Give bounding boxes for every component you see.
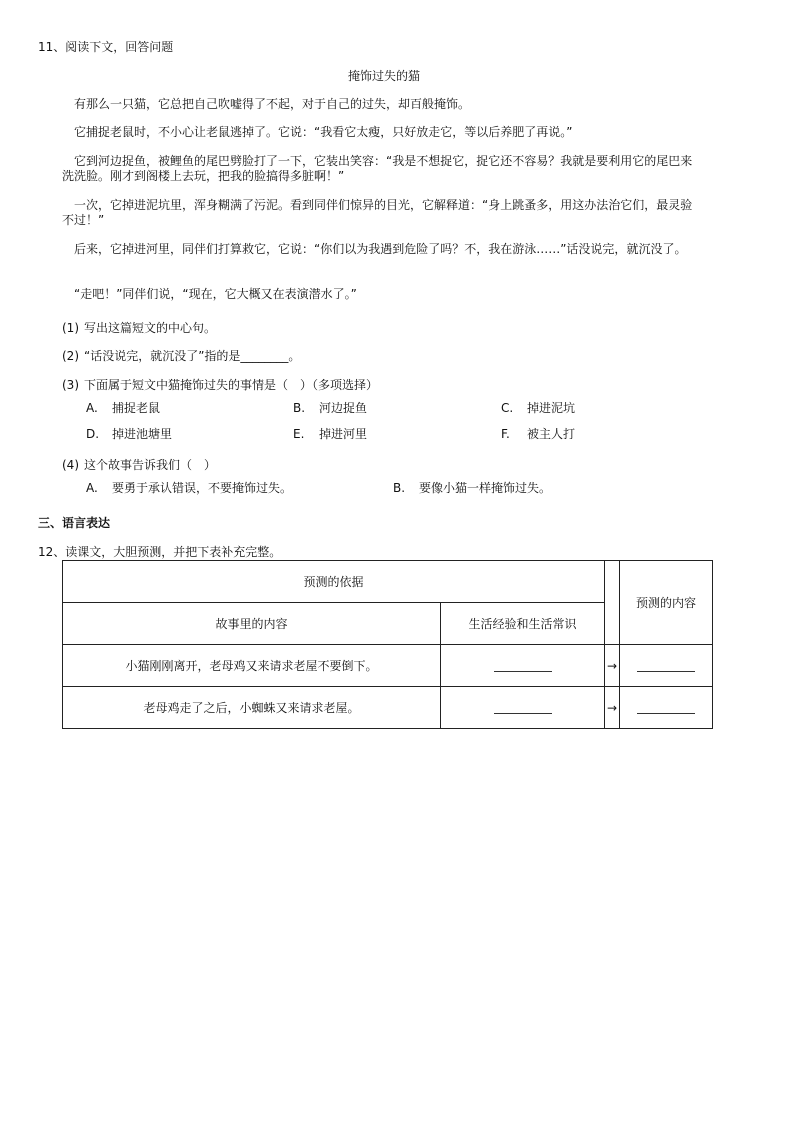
sub-question-text: 这个故事告诉我们（ ）: [84, 458, 217, 472]
option-b[interactable]: [293, 401, 367, 415]
section-heading: 三、语言表达: [38, 516, 111, 530]
option-text: 要像小猫一样掩饰过失。: [419, 481, 552, 495]
sub-question-number: (2): [62, 349, 79, 363]
sub-question-text: 写出这篇短文的中心句。: [84, 321, 217, 335]
story-cell: 小猫刚刚离开，老母鸡又来请求老屋不要倒下。: [63, 645, 441, 687]
option-letter: B.: [393, 481, 406, 495]
arrow: →: [605, 687, 620, 729]
answer-blank[interactable]: [637, 661, 695, 672]
option-letter: A.: [86, 401, 98, 415]
story-paragraph: 它到河边捉鱼，被鲤鱼的尾巴劈脸打了一下，它装出笑容：“我是不想捉它，捉它还不容易？我就是要利用它的尾巴来洗洗脸。刚才到阁楼上去玩，把我的脸搞得多脏啊！”: [62, 154, 693, 183]
option-letter: E.: [293, 427, 305, 441]
story-content-header: 故事里的内容: [63, 603, 441, 645]
sub-question-3: [62, 378, 378, 392]
option-a[interactable]: [86, 481, 292, 495]
option-letter: A.: [86, 481, 98, 495]
story-paragraph: 它捕捉老鼠时，不小心让老鼠逃掉了。它说：“我看它太瘦，只好放走它，等以后养肥了再说。”: [74, 125, 573, 139]
question-11-heading: 11、阅读下文，回答问题: [38, 40, 174, 54]
option-letter: D.: [86, 427, 100, 441]
story-title: 掩饰过失的猫: [348, 69, 421, 83]
option-c[interactable]: [501, 401, 575, 415]
sub-question-4: [62, 458, 216, 472]
option-letter: B.: [293, 401, 306, 415]
table-row: [63, 645, 713, 687]
option-text: 捕捉老鼠: [112, 401, 161, 415]
prediction-blank[interactable]: [620, 645, 713, 687]
option-a[interactable]: [86, 401, 160, 415]
sub-question-number: (3): [62, 378, 79, 392]
table-spacer: [605, 561, 620, 645]
option-d[interactable]: [86, 427, 172, 441]
option-e[interactable]: [293, 427, 367, 441]
prediction-blank[interactable]: [620, 687, 713, 729]
table-row: [63, 687, 713, 729]
option-text: 掉进池塘里: [112, 427, 173, 441]
prediction-table: [62, 560, 713, 729]
life-blank[interactable]: [441, 645, 605, 687]
story-cell: 老母鸡走了之后，小蜘蛛又来请求老屋。: [63, 687, 441, 729]
option-text: 要勇于承认错误，不要掩饰过失。: [112, 481, 293, 495]
answer-blank[interactable]: [637, 703, 695, 714]
content-header: 预测的内容: [620, 561, 713, 645]
sub-question-2: [62, 349, 300, 363]
sub-question-text: 下面属于短文中猫掩饰过失的事情是（ ）（多项选择）: [84, 378, 379, 392]
story-paragraph: 有那么一只猫，它总把自己吹嘘得了不起，对于自己的过失，却百般掩饰。: [74, 97, 471, 111]
sub-question-number: (4): [62, 458, 79, 472]
option-text: 被主人打: [527, 427, 576, 441]
question-12-heading: 12、读课文，大胆预测，并把下表补充完整。: [38, 545, 282, 559]
arrow: →: [605, 645, 620, 687]
basis-header: 预测的依据: [63, 561, 605, 603]
sub-question-number: (1): [62, 321, 79, 335]
option-text: 掉进河里: [319, 427, 368, 441]
option-text: 河边捉鱼: [319, 401, 368, 415]
answer-blank[interactable]: [494, 661, 552, 672]
story-paragraph: 一次，它掉进泥坑里，浑身糊满了污泥。看到同伴们惊异的目光，它解释道：“身上跳蚤多，用这办法治它们，最灵验不过！”: [62, 198, 693, 227]
life-experience-header: 生活经验和生活常识: [441, 603, 605, 645]
life-blank[interactable]: [441, 687, 605, 729]
option-letter: F.: [501, 427, 510, 441]
option-b[interactable]: [393, 481, 551, 495]
sub-question-1: [62, 321, 216, 335]
option-letter: C.: [501, 401, 514, 415]
story-paragraph: “走吧！”同伴们说，“现在，它大概又在表演潜水了。”: [74, 287, 357, 301]
sub-question-text: “话没说完，就沉没了”指的是________。: [84, 349, 301, 363]
option-text: 掉进泥坑: [527, 401, 576, 415]
answer-blank[interactable]: [494, 703, 552, 714]
story-paragraph: 后来，它掉进河里，同伴们打算救它，它说：“你们以为我遇到危险了吗？不，我在游泳……”话没说完，就沉没了。: [74, 242, 687, 256]
option-f[interactable]: [501, 427, 575, 441]
